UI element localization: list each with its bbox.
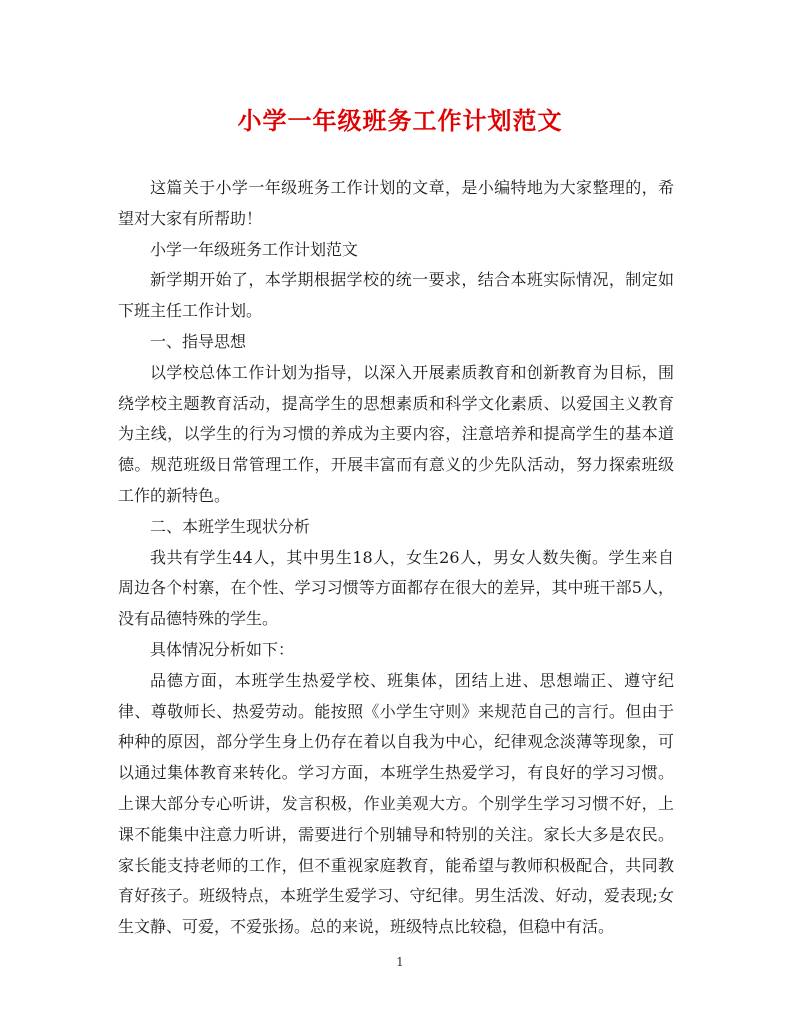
details-paragraph: 品德方面，本班学生热爱学校、班集体，团结上进、思想端正、遵守纪律、尊敬师长、热爱劳动。能按照《小学生守则》来规范自己的言行。但由于种种的原因，部分学生身上仍存在着以自我为中心，纪律观念淡薄等现象，可以通过集体教育来转化。学习方面，本班学生热爱学习，有良好的学习习惯。上课大部分专心听讲，发言积极，作业美观大方。个别学生学习习惯不好，上课不能集中注意力听讲，需要进行个别辅导和特别的关注。家长大多是农民。家长能支持老师的工作，但不重视家庭教育，能希望与教师积极配合，共同教育好孩子。班级特点，本班学生爱学习、守纪律。男生活泼、好动，爱表现;女生文静、可爱，不爱张扬。总的来说，班级特点比较稳，但稳中有活。 (118, 670, 674, 937)
document-title: 小学一年级班务工作计划范文 (237, 106, 563, 135)
document-body (118, 173, 674, 943)
intro-paragraph: 这篇关于小学一年级班务工作计划的文章，是小编特地为大家整理的，希望对大家有所帮助！ (118, 178, 674, 228)
details-heading-paragraph: 具体情况分析如下： (150, 639, 295, 659)
guiding-thought-paragraph: 以学校总体工作计划为指导，以深入开展素质教育和创新教育为目标，围绕学校主题教育活动，提高学生的思想素质和科学文化素质、以爱国主义教育为主线，以学生的行为习惯的养成为主要内容，注意培养和提高学生的基本道德。规范班级日常管理工作，开展丰富而有意义的少先队活动，努力探索班级工作的新特色。 (118, 362, 674, 505)
section-heading-guiding-thought: 一、指导思想 (150, 331, 247, 351)
class-analysis-paragraph: 我共有学生44人，其中男生18人，女生26人，男女人数失衡。学生来自周边各个村寨，在个性、学习习惯等方面都存在很大的差异，其中班干部5人，没有品德特殊的学生。 (118, 547, 674, 629)
section-heading-class-analysis: 二、本班学生现状分析 (150, 516, 311, 536)
subtitle-paragraph: 小学一年级班务工作计划范文 (150, 239, 359, 259)
page-number: 1 (396, 955, 404, 969)
opening-paragraph: 新学期开始了，本学期根据学校的统一要求，结合本班实际情况，制定如下班主任工作计划。 (118, 270, 674, 321)
